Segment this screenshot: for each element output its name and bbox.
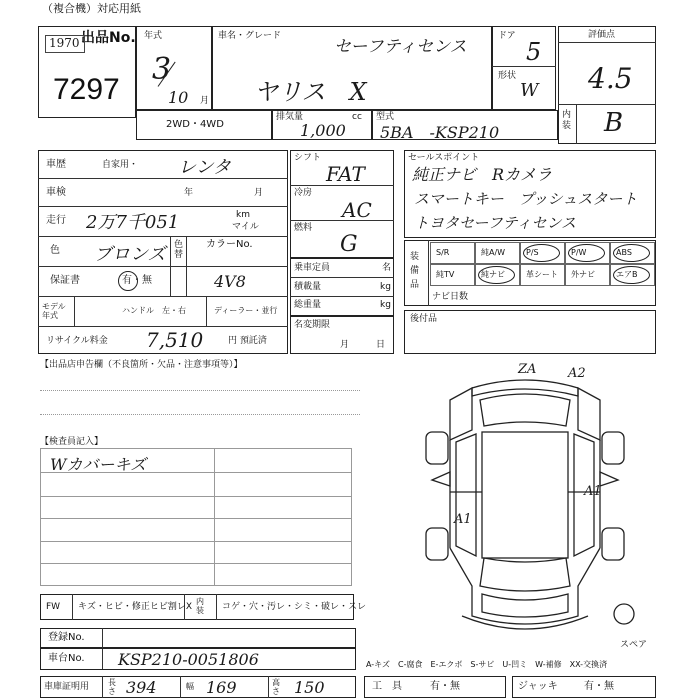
equipment-item: P/S bbox=[526, 248, 539, 257]
equipment-circle bbox=[523, 244, 560, 262]
equipment-item: ABS bbox=[616, 248, 632, 257]
ac-value: AC bbox=[342, 198, 372, 222]
year-value: 3 bbox=[152, 52, 172, 87]
mileage-value: 2万7千051 bbox=[86, 212, 180, 233]
fuel-label: 燃料 bbox=[294, 223, 313, 233]
lot-box bbox=[38, 26, 136, 118]
inner-label: 内装 bbox=[196, 597, 204, 615]
recycle-unit: 円 預託済 bbox=[228, 336, 267, 346]
chassis-value: KSP210-0051806 bbox=[118, 650, 259, 669]
lot-year: 1970 bbox=[49, 36, 80, 50]
header-note: （複合機）対応用紙 bbox=[42, 2, 141, 15]
inspection-year: 年 bbox=[184, 188, 194, 198]
model-name: ヤリス X bbox=[254, 78, 367, 106]
score-value: 4.5 bbox=[588, 62, 633, 95]
equipment-item: P/W bbox=[571, 248, 587, 257]
shift-value: FAT bbox=[326, 162, 365, 186]
fw-options: キズ・ヒビ・修正ヒビ割レX bbox=[78, 602, 192, 612]
warranty-label: 保証書 bbox=[50, 275, 80, 286]
jack-options: 有・無 bbox=[584, 681, 614, 692]
lot-label: 出品No. bbox=[81, 30, 136, 46]
ac-label: 冷房 bbox=[294, 188, 313, 198]
equipment-cell bbox=[430, 242, 475, 264]
drive-label: 2WD・4WD bbox=[166, 119, 224, 130]
weight-label: 総重量 bbox=[294, 300, 322, 310]
month-suffix: 月 bbox=[200, 96, 210, 106]
reg-row bbox=[40, 628, 356, 648]
equipment-cell bbox=[430, 264, 475, 286]
shift-label: シフト bbox=[294, 153, 322, 163]
name-change-day: 日 bbox=[376, 340, 386, 350]
load-unit: kg bbox=[380, 282, 391, 292]
len-label: 長さ bbox=[108, 678, 116, 696]
diagram-mark-right: A1 bbox=[584, 484, 602, 499]
km-label: km bbox=[236, 210, 250, 220]
cert-label: 車庫証明用 bbox=[44, 682, 90, 692]
displacement-label: 排気量 bbox=[276, 112, 304, 122]
len-value: 394 bbox=[126, 678, 157, 697]
door-value: 5 bbox=[526, 38, 542, 66]
year-label: 年式 bbox=[144, 31, 163, 41]
displacement-value: 1,000 bbox=[300, 121, 346, 140]
equipment-item: 外ナビ bbox=[571, 270, 595, 279]
equipment-item: エアB bbox=[616, 270, 638, 279]
color-no-label: カラーNo. bbox=[206, 239, 253, 250]
equipment-label: 装備品 bbox=[410, 252, 420, 290]
equipment-cell bbox=[565, 264, 610, 286]
equipment-circle bbox=[613, 244, 650, 262]
width-value: 169 bbox=[206, 678, 237, 697]
reg-label: 登録No. bbox=[48, 632, 85, 643]
recycle-value: 7,510 bbox=[146, 328, 204, 352]
aftermarket-box bbox=[404, 310, 656, 354]
dealer-report-label: 【出品店申告欄（不良箇所・欠品・注意事項等）】 bbox=[40, 360, 243, 370]
car-diagram bbox=[410, 360, 640, 650]
history-label: 車歴 bbox=[46, 159, 66, 170]
inspection-label: 車検 bbox=[46, 187, 66, 198]
diagram-mark-left: A1 bbox=[454, 512, 472, 527]
sales-line-3: トヨタセーフティセンス bbox=[414, 214, 577, 232]
weight-unit: kg bbox=[380, 300, 391, 310]
aftermarket-label: 後付品 bbox=[410, 314, 438, 324]
model-code-label: 型式 bbox=[376, 112, 395, 122]
color-value: ブロンズ bbox=[94, 244, 166, 265]
equipment-circle bbox=[568, 244, 605, 262]
diagram-mark-top2: A2 bbox=[568, 366, 586, 381]
model-code-value: 5BA -KSP210 bbox=[380, 123, 500, 142]
load-label: 積載量 bbox=[294, 282, 322, 292]
handle-label: ハンドル 左・右 bbox=[122, 306, 186, 315]
height-value: 150 bbox=[294, 678, 325, 697]
fuel-value: G bbox=[340, 232, 358, 257]
chassis-label: 車台No. bbox=[48, 653, 85, 664]
displacement-unit: cc bbox=[352, 112, 362, 122]
width-label: 幅 bbox=[186, 682, 194, 691]
color-no-value: 4V8 bbox=[214, 272, 246, 291]
shape-value: W bbox=[520, 80, 539, 101]
inner-options: コゲ・穴・汚レ・シミ・破レ・スレ bbox=[222, 602, 367, 612]
diagram-mark-top1: ZA bbox=[518, 362, 537, 377]
interior-label: 内装 bbox=[562, 110, 572, 131]
tools-label: 工 具 bbox=[372, 681, 402, 692]
tools-options: 有・無 bbox=[430, 681, 460, 692]
name-change-month: 月 bbox=[340, 340, 350, 350]
spare-label: スペア bbox=[620, 640, 648, 650]
jack-label: ジャッキ bbox=[518, 681, 558, 692]
color-label: 色 bbox=[50, 245, 60, 256]
lot-number: 7297 bbox=[53, 73, 120, 106]
model-year-label: モデル年式 bbox=[42, 302, 66, 320]
name-label: 車名・グレード bbox=[218, 31, 282, 41]
inspector-text: Wカバーキズ bbox=[50, 455, 147, 474]
sales-point-label: セールスポイント bbox=[408, 153, 480, 163]
history-value: レンタ bbox=[178, 157, 231, 178]
door-label: ドア bbox=[498, 31, 516, 41]
sales-line-2: スマートキー プッシュスタート bbox=[414, 190, 638, 208]
height-label: 高さ bbox=[272, 678, 280, 696]
grade-extra: セーフティセンス bbox=[334, 37, 467, 57]
capacity-unit: 名 bbox=[382, 263, 392, 273]
equipment-item: S/R bbox=[436, 248, 450, 257]
shape-label: 形状 bbox=[498, 71, 517, 81]
history-options: 自家用・ bbox=[102, 160, 139, 170]
warranty-circle bbox=[118, 271, 138, 291]
capacity-label: 乗車定員 bbox=[294, 263, 331, 273]
equipment-circle bbox=[613, 266, 650, 284]
inspection-month: 月 bbox=[254, 188, 264, 198]
equipment-item: 純A/W bbox=[481, 248, 506, 257]
sales-line-1: 純正ナビ Rカメラ bbox=[412, 165, 553, 184]
mileage-label: 走行 bbox=[46, 215, 66, 226]
score-label: 評価点 bbox=[588, 30, 616, 40]
warranty-options: 有・無 bbox=[122, 275, 152, 286]
damage-legend: A-キズ C-腐食 E-エクボ S-サビ U-凹ミ W-補修 XX-交換済 bbox=[366, 660, 608, 669]
equipment-cell bbox=[520, 264, 565, 286]
dealer-label: ディーラー・並行 bbox=[214, 306, 278, 315]
recycle-label: リサイクル料金 bbox=[46, 336, 108, 346]
color-change-label: 色替 bbox=[174, 240, 184, 260]
equipment-item: 革シート bbox=[526, 270, 558, 279]
interior-value: B bbox=[604, 108, 624, 138]
name-change-label: 名変期限 bbox=[294, 320, 331, 330]
inspector-notes-label: 【検査員記入】 bbox=[40, 437, 104, 447]
fw-label: FW bbox=[46, 602, 61, 612]
navi-days-label: ナビ日数 bbox=[432, 292, 469, 302]
mile-label: マイル bbox=[232, 222, 259, 232]
equipment-cell bbox=[475, 242, 520, 264]
equipment-item: 純TV bbox=[436, 270, 455, 279]
month-value: 10 bbox=[168, 88, 189, 107]
equipment-circle bbox=[478, 266, 515, 284]
equipment-item: 純ナビ bbox=[481, 270, 505, 279]
